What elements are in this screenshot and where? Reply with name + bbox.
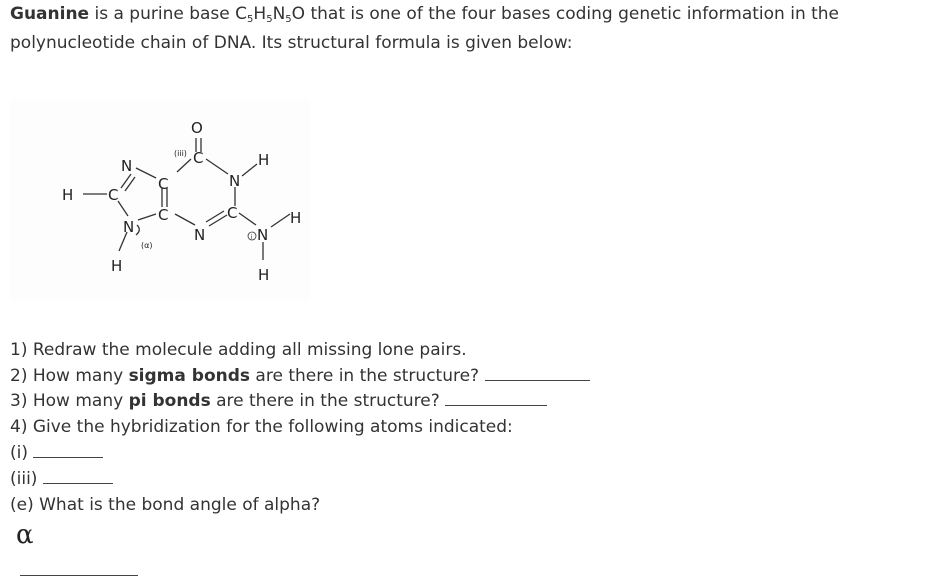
answer-blank-iii[interactable] — [43, 469, 113, 484]
answer-blank-pi[interactable] — [445, 391, 547, 406]
atom-n-bottom-left: N — [123, 218, 135, 236]
question-iii: (iii) — [10, 467, 113, 491]
atom-h-right-top: H — [258, 151, 270, 169]
atom-labels — [62, 119, 301, 284]
atom-n-right: N — [257, 226, 269, 244]
atom-c-bottom: C — [158, 206, 169, 224]
atom-n-bottom: N — [194, 226, 206, 244]
answer-blank-i[interactable] — [33, 443, 103, 458]
guanine-structure-svg — [10, 100, 310, 300]
term-guanine: Guanine — [10, 4, 90, 24]
atom-h-bottom-left: H — [111, 257, 123, 275]
atom-h-bottom: H — [258, 266, 270, 284]
atom-c-top: C — [158, 175, 169, 193]
answer-blank-alpha[interactable] — [20, 575, 138, 576]
guanine-structure-figure — [10, 100, 310, 300]
label-iii: (iii) — [174, 149, 187, 158]
alpha-symbol: α — [16, 520, 34, 550]
question-i: (i) — [10, 441, 103, 465]
question-2: 2) How many sigma bonds are there in the structure? — [10, 364, 590, 388]
question-4: 4) Give the hybridization for the following atoms indicated: — [10, 417, 513, 437]
atom-c-left: C — [108, 186, 119, 204]
intro-paragraph: Guanine is a purine base $C_5H_5N_5O$ that is one of the four bases coding genetic information in the polynucleotide chain of DNA. Its structural formula is given below: — [10, 4, 840, 53]
atom-n-right-top: N — [229, 172, 241, 190]
question-3: 3) How many pi bonds are there in the structure? — [10, 389, 547, 413]
question-e: (e) What is the bond angle of alpha? — [10, 495, 321, 515]
atom-o: O — [191, 119, 203, 137]
atom-c-carbonyl: C — [193, 149, 204, 167]
answer-blank-sigma[interactable] — [485, 366, 590, 381]
atom-h-right: H — [290, 209, 302, 227]
atom-h-left: H — [62, 186, 74, 204]
label-i: i — [250, 234, 253, 241]
atom-c-right: C — [227, 204, 238, 222]
label-alpha: (α) — [141, 241, 153, 250]
atom-n-top-left: N — [121, 157, 133, 175]
question-1: 1) Redraw the molecule adding all missing lone pairs. — [10, 340, 467, 360]
